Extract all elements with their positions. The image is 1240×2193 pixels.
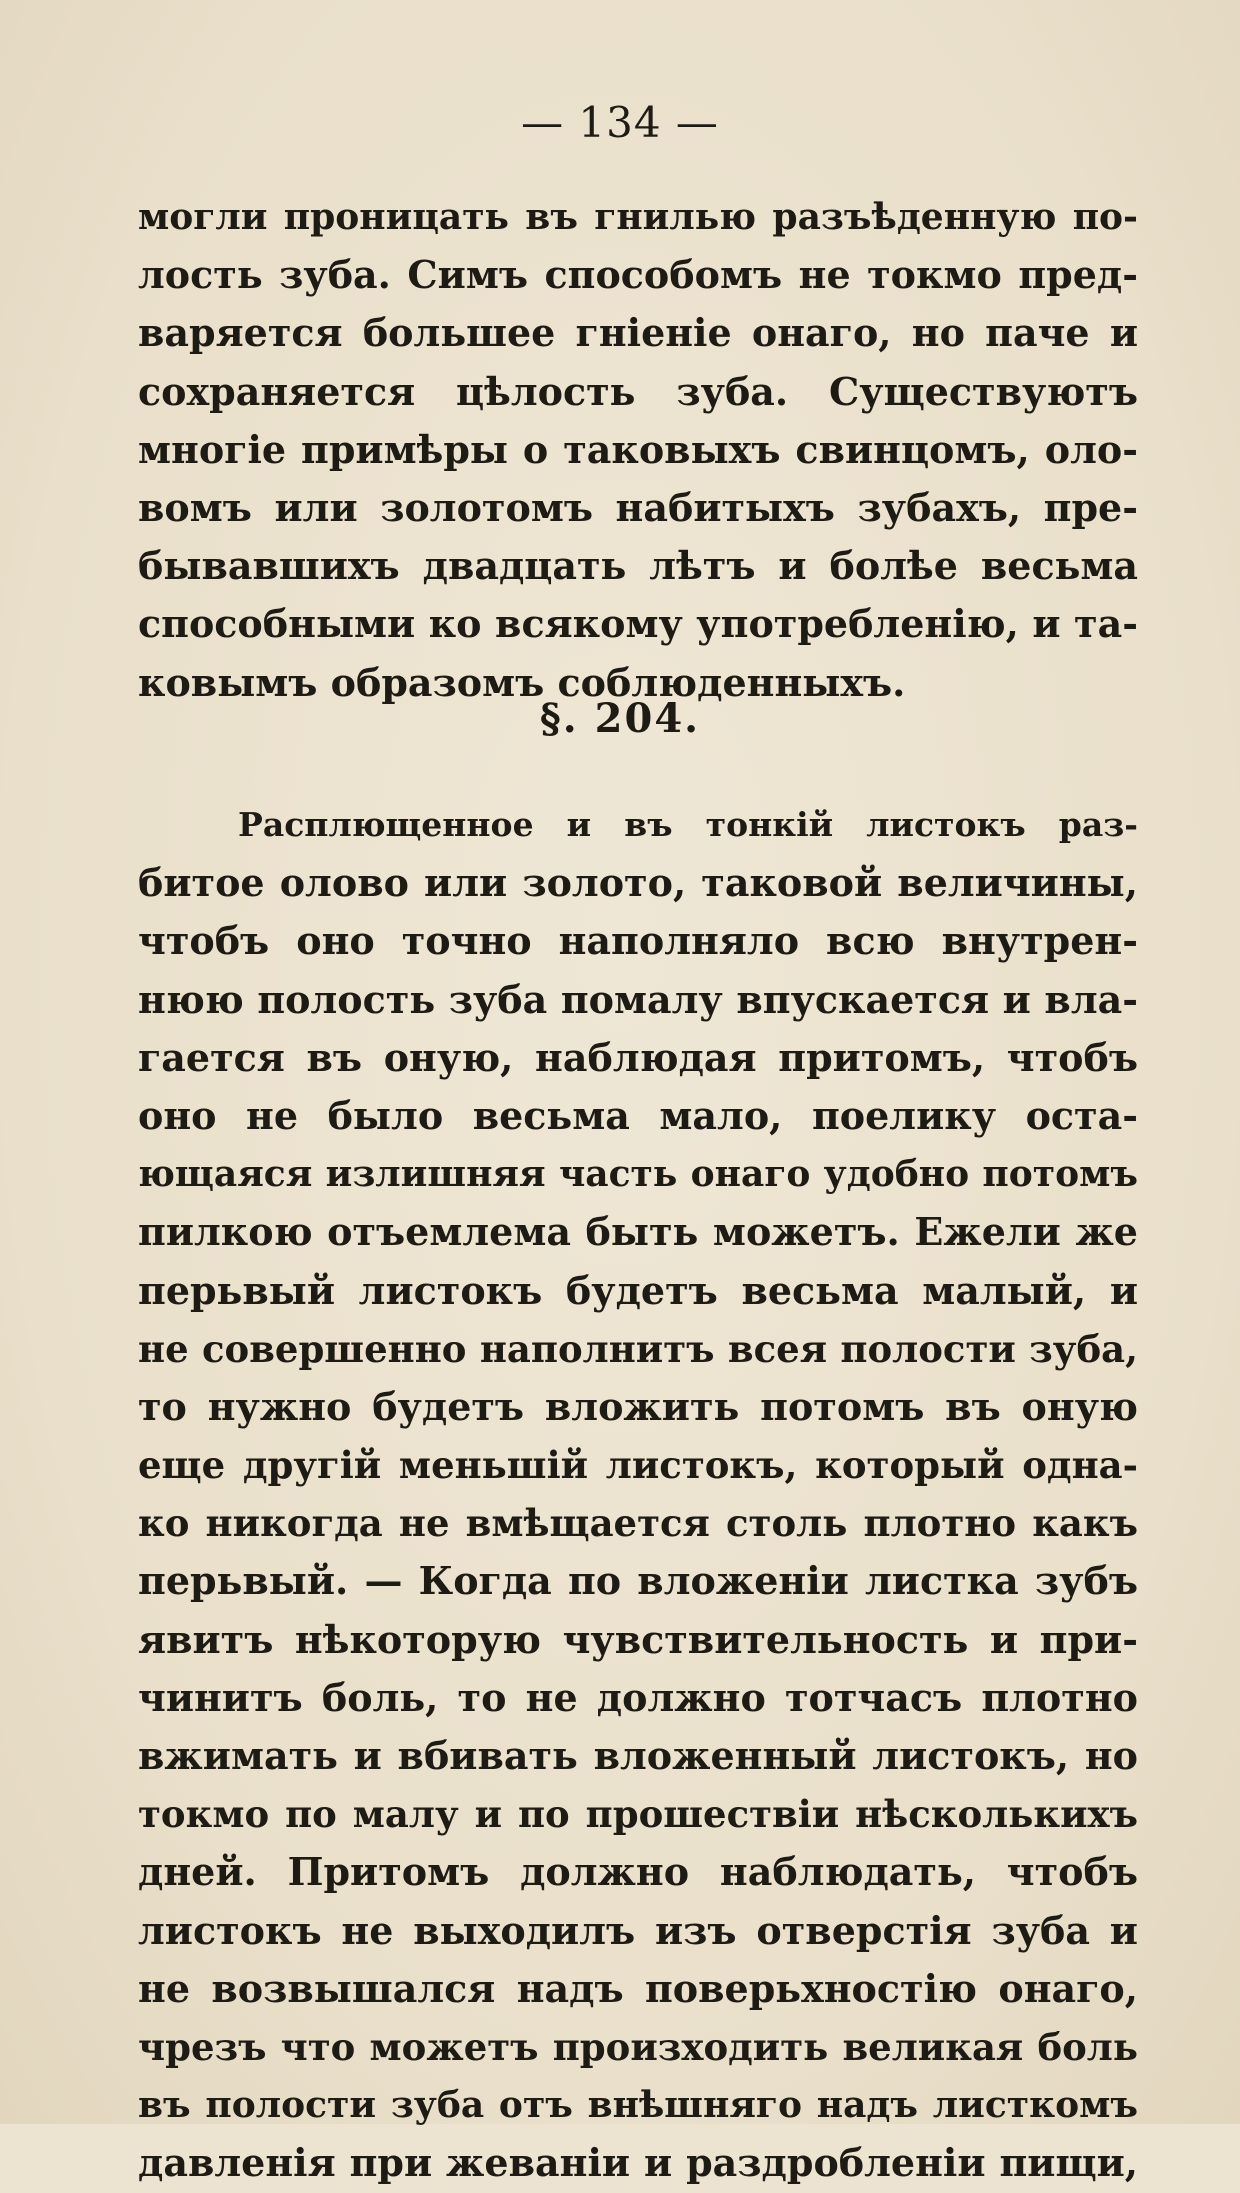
- text-line: могли проницать въ гнилью разъѣденную по-: [138, 196, 1138, 238]
- paragraph-1: [138, 188, 1138, 712]
- text-line: не совершенно наполнитъ всея полости зуба,: [138, 1326, 1138, 1371]
- text-line: способными ко всякому употребленію, и та-: [138, 601, 1138, 647]
- paragraph-2: [138, 796, 1138, 2193]
- text-line: ющаяся излишняя часть онаго удобно потомъ: [138, 1153, 1138, 1196]
- text-line: гается въ оную, наблюдая притомъ, чтобъ: [138, 1034, 1138, 1080]
- text-line: то нужно будетъ вложить потомъ въ оную: [138, 1383, 1138, 1429]
- text-line: битое олово или золото, таковой величины,: [138, 860, 1138, 906]
- text-line: перьвый. — Когда по вложеніи листка зубъ: [138, 1558, 1138, 1604]
- text-line: чтобъ оно точно наполняло всю внутрен-: [138, 918, 1138, 964]
- text-line: ко никогда не вмѣщается столь плотно какъ: [138, 1501, 1138, 1546]
- text-line: сохраняется цѣлость зуба. Существуютъ: [138, 368, 1138, 414]
- text-line: чинитъ боль, то не должно тотчасъ плотно: [138, 1674, 1138, 1720]
- text-line: Расплющенное и въ тонкій листокъ раз-: [238, 805, 1138, 844]
- text-line: бывавшихъ двадцать лѣтъ и болѣе весьма: [138, 543, 1138, 589]
- text-line: чрезъ что можетъ произходить великая боль: [138, 2024, 1138, 2069]
- text-line: дней. Притомъ должно наблюдать, чтобъ: [138, 1849, 1138, 1895]
- text-line: давленія при жеваніи и раздробленіи пищи,: [138, 2140, 1138, 2186]
- text-line: еще другій меньшій листокъ, который одна-: [138, 1443, 1138, 1488]
- text-line: вжимать и вбивать вложенный листокъ, но: [138, 1733, 1138, 1778]
- text-line: лость зуба. Симъ способомъ не токмо пред-: [138, 252, 1138, 298]
- text-line: въ полости зуба отъ внѣшняго надъ листкомъ: [138, 2084, 1138, 2127]
- text-line: перьвый листокъ будетъ весьма малый, и: [138, 1267, 1138, 1313]
- text-line: нюю полость зуба помалу впускается и вла-: [138, 976, 1138, 1022]
- text-line: вомъ или золотомъ набитыхъ зубахъ, пре-: [138, 484, 1138, 530]
- text-line: токмо по малу и по прошествіи нѣсколькихъ: [138, 1792, 1138, 1837]
- section-heading: §. 204.: [539, 695, 701, 742]
- text-line: варяется большее гніеніе онаго, но паче и: [138, 310, 1138, 356]
- text-line: явитъ нѣкоторую чувствительность и при-: [138, 1616, 1138, 1662]
- text-line: оно не было весьма мало, поелику оста-: [138, 1092, 1138, 1138]
- text-line: многіе примѣры о таковыхъ свинцомъ, оло-: [138, 426, 1138, 472]
- page-number: — 134 —: [521, 98, 719, 147]
- text-line: не возвышался надъ поверьхностію онаго,: [138, 1965, 1138, 2011]
- text-line: ковымъ образомъ соблюденныхъ.: [138, 659, 906, 705]
- text-line: листокъ не выходилъ изъ отверстія зуба и: [138, 1907, 1138, 1953]
- text-line: пилкою отъемлема быть можетъ. Ежели же: [138, 1209, 1138, 1255]
